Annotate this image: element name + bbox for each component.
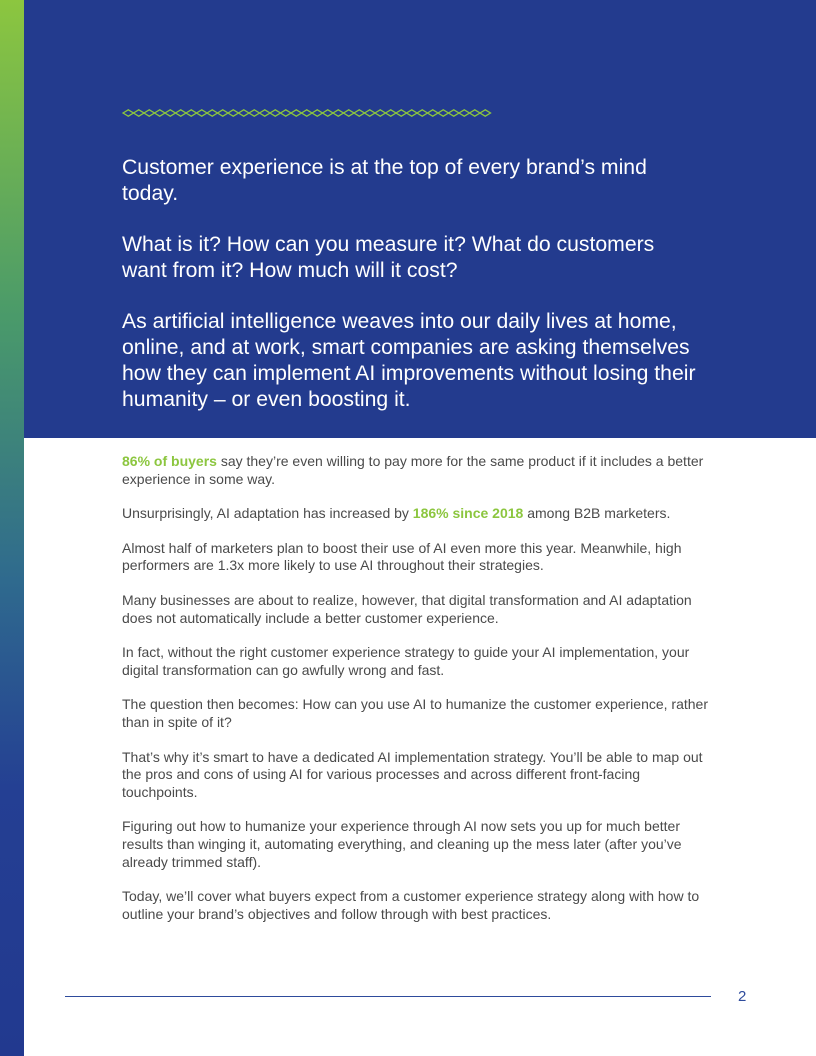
stat-highlight-buyers: 86% of buyers [122,453,217,469]
body-paragraph-7: That’s why it’s smart to have a dedicated AI implementation strategy. You’ll be able to map out the pros and cons of using AI for various processes and across different front-facing touchpoints. [122,748,703,800]
side-gradient-bar [0,0,24,1056]
body-paragraph-2-before: Unsurprisingly, AI adaptation has increased by [122,505,413,522]
body-paragraph-3: Almost half of marketers plan to boost their use of AI even more this year. Meanwhile, high performers are 1.3x more likely to use AI throughout their strategies. [122,539,682,574]
body-paragraph-1 [122,453,712,488]
body-paragraph-5: In fact, without the right customer experience strategy to guide your AI implementation, your digital transformation can go awfully wrong and fast. [122,644,690,678]
page-number: 2 [738,988,747,1005]
body-text [122,453,712,940]
body-paragraph-2 [122,505,712,523]
body-paragraph-6: The question then becomes: How can you use AI to humanize the customer experience, rather than in spite of it? [122,696,708,730]
body-paragraph-4: Many businesses are about to realize, however, that digital transformation and AI adaptation does not automatically include a better customer experience. [122,591,692,626]
hero-paragraph-2: What is it? How can you measure it? What do customers want from it? How much will it cost? [122,233,655,282]
hero-text [122,155,702,438]
footer-divider [65,996,711,997]
stat-highlight-ai-growth: 186% since 2018 [412,505,524,522]
hero-paragraph-1: Customer experience is at the top of every brand’s mind today. [122,156,647,205]
hero-paragraph-3: As artificial intelligence weaves into our daily lives at home, online, and at work, smart companies are asking themselves how they can implement AI improvements without losing their humanity – or even boosting it. [122,310,696,411]
body-paragraph-8: Figuring out how to humanize your experience through AI now sets you up for much better results than winging it, automating everything, and cleaning up the mess later (after you’ve already trimmed staff). [122,818,682,870]
zigzag-diamond-pattern-icon [121,106,495,120]
body-paragraph-2-after: among B2B marketers. [523,505,671,522]
body-paragraph-9: Today, we’ll cover what buyers expect from a customer experience strategy along with how to outline your brand’s objectives and follow through with best practices. [122,888,700,922]
body-paragraph-1-text: say they’re even willing to pay more for the same product if it includes a better experience in some way. [122,453,704,487]
